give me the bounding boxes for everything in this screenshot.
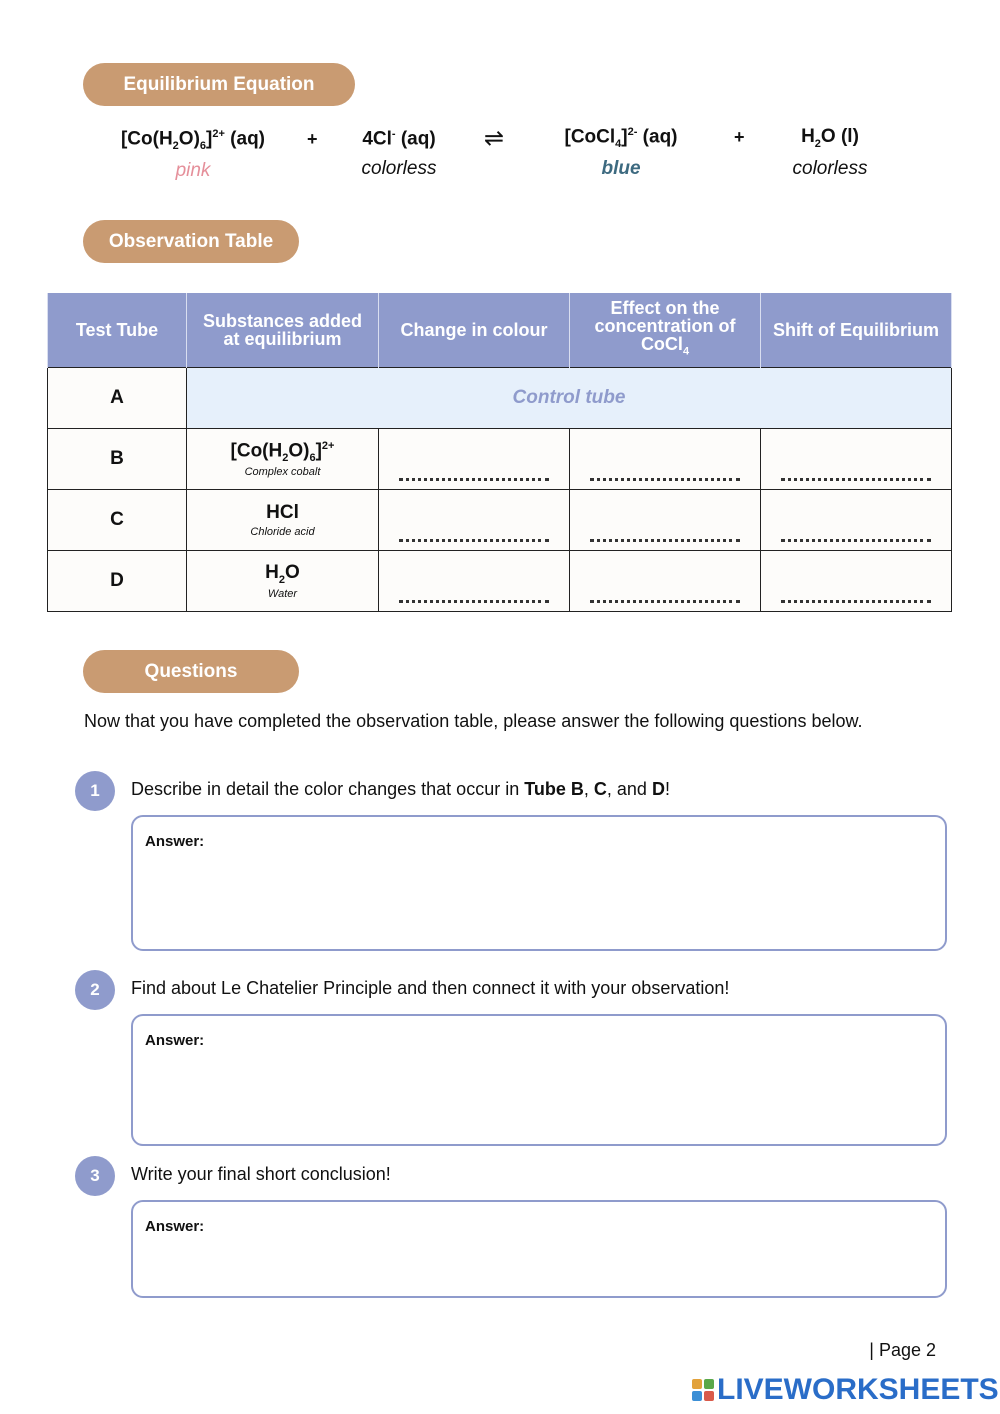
header-effect-concentration: Effect on the concentration of CoCl$_4$ (570, 293, 761, 368)
dotted-line (399, 539, 549, 542)
plus-sign-2: + (734, 127, 745, 147)
dotted-line (590, 478, 740, 481)
header-test-tube: Test Tube (48, 293, 187, 368)
equation-section-title: Equilibrium Equation (83, 63, 355, 106)
logo-text: LIVEWORKSHEETS (717, 1373, 999, 1406)
header-shift-equilibrium: Shift of Equilibrium (761, 293, 952, 368)
tube-label: B (48, 429, 187, 490)
question-text: Write your final short conclusion! (131, 1164, 391, 1184)
plus-sign-1: + (307, 129, 318, 149)
table-row (48, 551, 952, 612)
equilibrium-shift-input[interactable] (761, 490, 952, 551)
answer-box-2[interactable] (131, 1014, 947, 1146)
q1-text-after: ! (664, 779, 670, 799)
q1-bold-c: C (593, 779, 607, 799)
product1-color: blue (601, 158, 641, 180)
answer-box-1[interactable] (131, 815, 947, 951)
product2-formula: $H_2O$ (l) (801, 126, 859, 150)
substance-cell (187, 429, 379, 490)
question-text (131, 779, 670, 800)
header-effect-text: Effect on the concentration of CoCl (594, 298, 736, 355)
header-substances: Substances added at equilibrium (187, 293, 379, 368)
q1-sep2: , and (606, 779, 652, 799)
reactant1-color: pink (175, 160, 211, 182)
table-header-row (48, 293, 952, 368)
product2-color: colorless (792, 157, 868, 179)
logo-blocks-icon (692, 1379, 714, 1401)
q1-text-before: Describe in detail the color changes that occur in (131, 779, 525, 799)
product-cocl4 (548, 126, 694, 180)
reactant2-formula: 4Cl- (aq) (362, 128, 436, 150)
answer-label: Answer: (145, 1218, 205, 1235)
substance-name: Water (267, 587, 298, 600)
substance-cell (187, 551, 379, 612)
table-row (48, 490, 952, 551)
reactant-complex-cobalt (105, 128, 281, 182)
substance-formula: $H_2O$ (265, 562, 300, 586)
colour-change-input[interactable] (379, 429, 570, 490)
liveworksheets-logo (692, 1373, 999, 1407)
substance-cell (187, 490, 379, 551)
tube-label: D (48, 551, 187, 612)
tube-label: C (48, 490, 187, 551)
dotted-line (590, 600, 740, 603)
question-number-badge: 2 (75, 970, 115, 1010)
dotted-line (781, 478, 931, 481)
substance-name: Chloride acid (250, 526, 315, 538)
table-row (48, 368, 952, 429)
question-number-badge: 1 (75, 771, 115, 811)
colour-change-input[interactable] (379, 490, 570, 551)
q1-bold-tube-b: Tube B (524, 779, 584, 799)
equilibrium-shift-input[interactable] (761, 429, 952, 490)
table-section-title: Observation Table (83, 220, 299, 263)
substance-formula: $[Co(H_2O)_6]^{2+}$ (230, 439, 335, 465)
question-text: Find about Le Chatelier Principle and then connect it with your observation! (131, 978, 730, 998)
concentration-effect-input[interactable] (570, 551, 761, 612)
header-change-colour: Change in colour (379, 293, 570, 368)
table-row (48, 429, 952, 490)
question-number-badge: 3 (75, 1156, 115, 1196)
colour-change-input[interactable] (379, 551, 570, 612)
answer-label: Answer: (145, 833, 205, 850)
product-water (780, 126, 880, 180)
dotted-line (590, 539, 740, 542)
equilibrium-shift-input[interactable] (761, 551, 952, 612)
questions-section-title: Questions (83, 650, 299, 693)
substance-formula: HCl (266, 502, 299, 523)
concentration-effect-input[interactable] (570, 429, 761, 490)
q1-bold-d: D (651, 779, 665, 799)
dotted-line (781, 539, 931, 542)
dotted-line (399, 600, 549, 603)
product1-formula: [CoCl$_4$]$^{2-}$ (aq) (564, 126, 678, 151)
reactant-chloride (340, 128, 458, 180)
answer-box-3[interactable] (131, 1200, 947, 1298)
answer-label: Answer: (145, 1032, 205, 1049)
tube-label: A (48, 368, 187, 429)
dotted-line (781, 600, 931, 603)
q1-sep1: , (583, 779, 594, 799)
observation-table (47, 293, 952, 612)
questions-intro: Now that you have completed the observation table, please answer the following questions below. (84, 711, 863, 731)
control-tube-cell: Control tube (187, 368, 952, 429)
reactant1-formula: $[Co(H_2O)_6]^{2+}$ (aq) (120, 128, 266, 153)
dotted-line (399, 478, 549, 481)
substance-name: Complex cobalt (244, 466, 321, 479)
concentration-effect-input[interactable] (570, 490, 761, 551)
page-number: | Page 2 (869, 1340, 936, 1360)
reactant2-color: colorless (361, 158, 437, 180)
equilibrium-arrow-icon: ⇌ (484, 125, 505, 152)
